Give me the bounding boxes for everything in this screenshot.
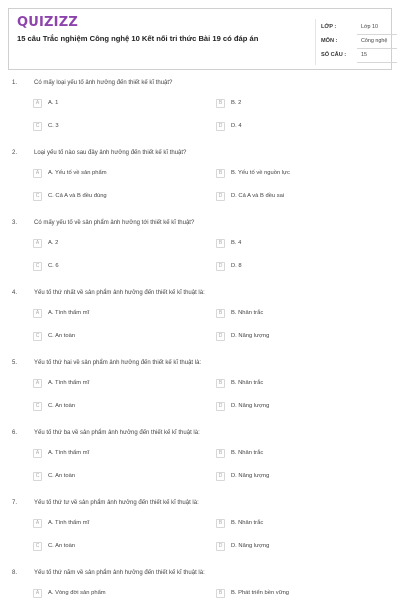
answer-option[interactable] bbox=[33, 261, 59, 271]
answer-option[interactable] bbox=[33, 378, 89, 388]
option-label: A. 2 bbox=[48, 240, 59, 246]
answer-option[interactable] bbox=[33, 518, 89, 528]
answer-option[interactable] bbox=[33, 448, 89, 458]
option-label: A. Tính thẩm mĩ bbox=[48, 380, 90, 386]
option-label: C. 6 bbox=[48, 263, 59, 269]
answer-option[interactable] bbox=[216, 261, 242, 271]
worksheet-title: 15 câu Trắc nghiệm Công nghệ 10 Kết nối tri thức Bài 19 có đáp án bbox=[17, 34, 259, 43]
option-label: D. Năng lượng bbox=[231, 543, 270, 549]
option-label: C. An toàn bbox=[48, 543, 76, 549]
question-text: Yếu tố thứ hai về sản phẩm ảnh hưởng đến thiết kế kĩ thuật là: bbox=[34, 360, 202, 366]
option-label: C. An toàn bbox=[48, 473, 76, 479]
option-label: C. 3 bbox=[48, 123, 59, 129]
answer-option[interactable] bbox=[33, 168, 107, 178]
option-label: D. Cả A và B đều sai bbox=[231, 193, 285, 199]
answer-option[interactable] bbox=[216, 448, 263, 458]
answer-option[interactable] bbox=[33, 541, 75, 551]
question-number: 4. bbox=[12, 290, 18, 296]
option-label: B. Nhân trắc bbox=[231, 380, 264, 386]
option-letter-box[interactable]: B bbox=[216, 519, 225, 528]
option-label: A. Yếu tố về sản phẩm bbox=[48, 170, 107, 176]
option-label: B. Nhân trắc bbox=[231, 520, 264, 526]
option-label: B. Yếu tố về nguồn lực bbox=[231, 170, 290, 176]
question-text: Yếu tố thứ ba về sản phẩm ảnh hưởng đến thiết kế kĩ thuật là: bbox=[34, 430, 200, 436]
option-letter-box[interactable]: C bbox=[33, 332, 42, 341]
answer-option[interactable] bbox=[216, 378, 263, 388]
option-letter-box[interactable]: C bbox=[33, 542, 42, 551]
option-label: B. Nhân trắc bbox=[231, 310, 264, 316]
meta-question-count-value: 15 bbox=[361, 52, 367, 58]
question-text: Có mấy loại yếu tố ảnh hưởng đến thiết kế kĩ thuật? bbox=[34, 80, 173, 86]
answer-option[interactable] bbox=[33, 588, 106, 598]
meta-subject bbox=[315, 35, 397, 49]
answer-option[interactable] bbox=[216, 121, 242, 131]
meta-subject-value: Công nghệ bbox=[361, 38, 388, 44]
answer-option[interactable] bbox=[216, 308, 263, 318]
option-label: D. 4 bbox=[231, 123, 242, 129]
question-number: 5. bbox=[12, 360, 18, 366]
option-letter-box[interactable]: B bbox=[216, 309, 225, 318]
meta-question-count-underline bbox=[357, 62, 397, 63]
option-letter-box[interactable]: B bbox=[216, 449, 225, 458]
answer-option[interactable] bbox=[216, 588, 289, 598]
meta-question-count bbox=[315, 49, 397, 63]
answer-option[interactable] bbox=[33, 191, 107, 201]
option-label: A. Vòng đời sản phẩm bbox=[48, 590, 106, 596]
answer-option[interactable] bbox=[33, 331, 75, 341]
option-label: C. An toàn bbox=[48, 333, 76, 339]
question-number: 2. bbox=[12, 150, 18, 156]
answer-option[interactable] bbox=[33, 308, 89, 318]
option-label: D. Năng lượng bbox=[231, 473, 270, 479]
quizizz-logo: QUIZIZZ bbox=[17, 15, 78, 30]
option-label: D. Năng lượng bbox=[231, 333, 270, 339]
option-letter-box[interactable]: A bbox=[33, 519, 42, 528]
option-letter-box[interactable]: A bbox=[33, 239, 42, 248]
answer-option[interactable] bbox=[33, 238, 58, 248]
option-label: B. Nhân trắc bbox=[231, 450, 264, 456]
option-letter-box[interactable]: A bbox=[33, 449, 42, 458]
question-number: 6. bbox=[12, 430, 18, 436]
option-letter-box[interactable]: A bbox=[33, 589, 42, 598]
answer-option[interactable] bbox=[216, 191, 284, 201]
option-letter-box[interactable]: C bbox=[33, 472, 42, 481]
question-text: Có mấy yếu tố về sản phẩm ảnh hưởng tới thiết kế kĩ thuật? bbox=[34, 220, 195, 226]
answer-option[interactable] bbox=[216, 541, 269, 551]
question-text: Loại yếu tố nào sau đây ảnh hưởng đến thiết kế kĩ thuật? bbox=[34, 150, 187, 156]
option-letter-box[interactable]: D bbox=[216, 122, 225, 131]
option-letter-box[interactable]: C bbox=[33, 122, 42, 131]
question-text: Yếu tố thứ nhất về sản phẩm ảnh hưởng đến thiết kế kĩ thuật là: bbox=[34, 290, 205, 296]
option-label: B. 2 bbox=[231, 100, 242, 106]
option-label: C. An toàn bbox=[48, 403, 76, 409]
meta-question-count-label: SỐ CÂU : bbox=[321, 52, 347, 58]
answer-option[interactable] bbox=[33, 98, 58, 108]
option-letter-box[interactable]: D bbox=[216, 262, 225, 271]
answer-option[interactable] bbox=[216, 238, 241, 248]
option-label: D. 8 bbox=[231, 263, 242, 269]
option-letter-box[interactable]: A bbox=[33, 379, 42, 388]
option-letter-box[interactable]: B bbox=[216, 169, 225, 178]
answer-option[interactable] bbox=[216, 471, 269, 481]
option-label: A. Tính thẩm mĩ bbox=[48, 520, 90, 526]
meta-grade-label: LỚP : bbox=[321, 24, 337, 30]
question-text: Yếu tố thứ năm về sản phẩm ảnh hưởng đến thiết kế kĩ thuật là: bbox=[34, 570, 205, 576]
option-letter-box[interactable]: C bbox=[33, 402, 42, 411]
answer-option[interactable] bbox=[33, 471, 75, 481]
answer-option[interactable] bbox=[33, 401, 75, 411]
option-letter-box[interactable]: C bbox=[33, 192, 42, 201]
option-letter-box[interactable]: B bbox=[216, 239, 225, 248]
option-letter-box[interactable]: A bbox=[33, 309, 42, 318]
worksheet-header bbox=[8, 8, 392, 70]
question-number: 1. bbox=[12, 80, 18, 86]
option-label: A. Tính thẩm mĩ bbox=[48, 450, 90, 456]
option-letter-box[interactable]: B bbox=[216, 589, 225, 598]
option-letter-box[interactable]: B bbox=[216, 379, 225, 388]
answer-option[interactable] bbox=[216, 331, 269, 341]
option-letter-box[interactable]: A bbox=[33, 169, 42, 178]
question-number: 7. bbox=[12, 500, 18, 506]
option-letter-box[interactable]: B bbox=[216, 99, 225, 108]
option-letter-box[interactable]: D bbox=[216, 402, 225, 411]
option-letter-box[interactable]: D bbox=[216, 472, 225, 481]
question-number: 8. bbox=[12, 570, 18, 576]
option-label: A. Tính thẩm mĩ bbox=[48, 310, 90, 316]
option-letter-box[interactable]: D bbox=[216, 332, 225, 341]
option-label: B. 4 bbox=[231, 240, 242, 246]
option-letter-box[interactable]: D bbox=[216, 542, 225, 551]
option-label: B. Phát triển bền vững bbox=[231, 590, 290, 596]
option-letter-box[interactable]: A bbox=[33, 99, 42, 108]
option-letter-box[interactable]: C bbox=[33, 262, 42, 271]
option-label: D. Năng lượng bbox=[231, 403, 270, 409]
question-number: 3. bbox=[12, 220, 18, 226]
meta-subject-label: MÔN : bbox=[321, 38, 338, 44]
answer-option[interactable] bbox=[33, 121, 59, 131]
meta-grade-value: Lớp 10 bbox=[361, 24, 379, 30]
answer-option[interactable] bbox=[216, 518, 263, 528]
question-text: Yếu tố thứ tư về sản phẩm ảnh hưởng đến thiết kế kĩ thuật là: bbox=[34, 500, 199, 506]
answer-option[interactable] bbox=[216, 98, 241, 108]
option-label: A. 1 bbox=[48, 100, 59, 106]
answer-option[interactable] bbox=[216, 401, 269, 411]
option-letter-box[interactable]: D bbox=[216, 192, 225, 201]
option-label: C. Cả A và B đều đúng bbox=[48, 193, 107, 199]
meta-grade bbox=[315, 21, 397, 35]
answer-option[interactable] bbox=[216, 168, 290, 178]
